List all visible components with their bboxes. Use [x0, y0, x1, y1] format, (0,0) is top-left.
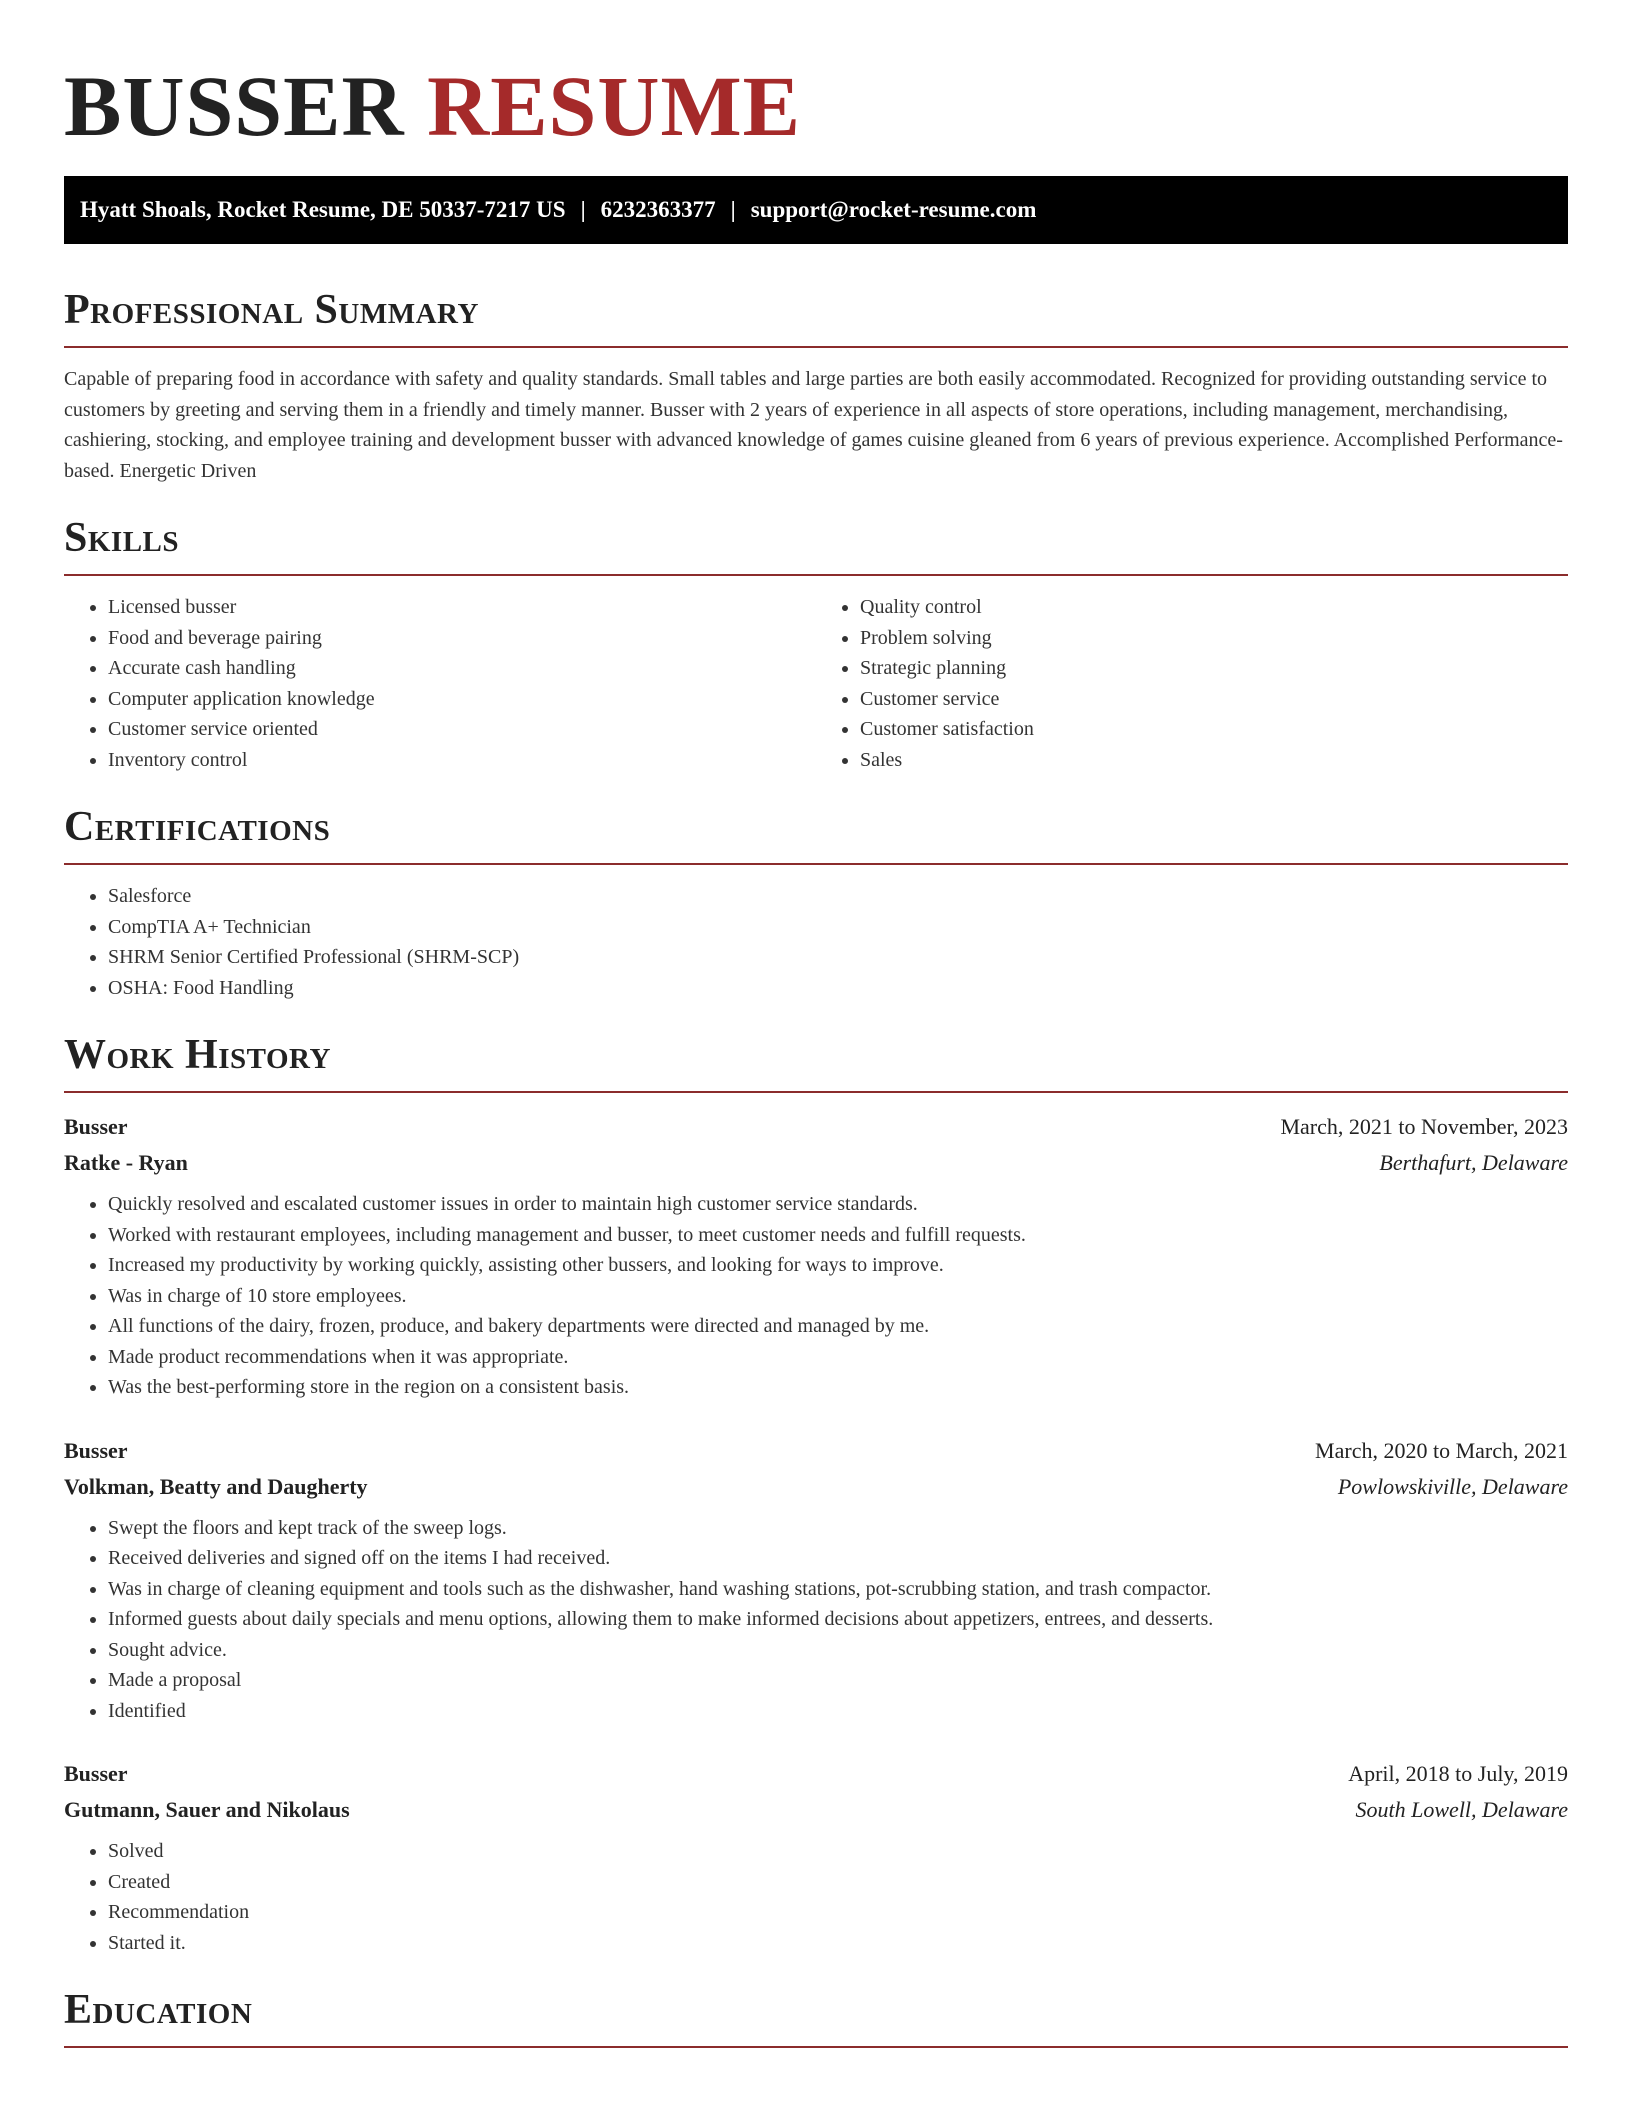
job-entry — [64, 1756, 1568, 1958]
section-divider — [64, 863, 1568, 865]
job-bullet: • Worked with restaurant employees, including management and busser, to meet customer needs and fulfill requests. — [108, 1220, 1568, 1251]
job-title: Busser — [64, 1437, 128, 1463]
job-bullets — [64, 1513, 1568, 1727]
job-entry — [64, 1109, 1568, 1403]
job-bullet: • Received deliveries and signed off on the items I had received. — [108, 1543, 1568, 1574]
job-bullet: • Was the best-performing store in the region on a consistent basis. — [108, 1372, 1568, 1403]
certifications-heading: Certifications — [64, 804, 331, 850]
contact-separator: | — [580, 197, 586, 222]
job-company-row — [64, 1792, 1568, 1828]
job-company-row — [64, 1145, 1568, 1181]
skill-item: • Customer satisfaction — [860, 714, 1568, 745]
certification-item: • CompTIA A+ Technician — [108, 912, 1568, 943]
skills-section — [64, 512, 1568, 775]
certification-item: • OSHA: Food Handling — [108, 973, 1568, 1004]
skills-heading: Skills — [64, 515, 180, 561]
work-history-heading: Work History — [64, 1032, 331, 1078]
section-divider — [64, 346, 1568, 348]
job-title: Busser — [64, 1761, 128, 1786]
title-accent: RESUME — [427, 58, 802, 154]
section-divider — [64, 574, 1568, 576]
job-title: Busser — [64, 1114, 128, 1139]
skill-item: • Customer service — [860, 684, 1568, 715]
certifications-list — [64, 881, 1568, 1003]
skill-item: • Food and beverage pairing — [108, 623, 816, 654]
job-bullet: • Quickly resolved and escalated customer issues in order to maintain high customer service standards. — [108, 1189, 1568, 1220]
skill-item: • Accurate cash handling — [108, 653, 816, 684]
section-divider — [64, 1091, 1568, 1093]
skill-item: • Customer service oriented — [108, 714, 816, 745]
title-main: BUSSER — [64, 58, 405, 154]
job-bullet: • Swept the floors and kept track of the sweep logs. — [108, 1513, 1568, 1544]
job-bullet: • Informed guests about daily specials and menu options, allowing them to make informed decisions about appetizers, entrees, and desserts. — [108, 1604, 1568, 1635]
job-header-row — [64, 1433, 1568, 1469]
contact-separator: | — [730, 197, 736, 222]
section-divider — [64, 2046, 1568, 2048]
skill-item: • Quality control — [860, 592, 1568, 623]
contact-email[interactable]: support@rocket-resume.com — [750, 197, 1037, 222]
job-location: Powlowskiville, Delaware — [1337, 1473, 1568, 1499]
job-location: South Lowell, Delaware — [1355, 1797, 1568, 1822]
job-bullet: • Created — [108, 1867, 1568, 1898]
skill-item: • Problem solving — [860, 623, 1568, 654]
contact-phone[interactable]: 6232363377 — [600, 197, 716, 222]
job-bullet: • Made a proposal — [108, 1665, 1568, 1696]
education-section — [64, 1984, 1568, 2048]
summary-section — [64, 284, 1568, 486]
skill-item: • Licensed busser — [108, 592, 816, 623]
contact-bar — [64, 176, 1568, 244]
summary-heading: Professional Summary — [64, 287, 479, 333]
education-heading: Education — [64, 1987, 253, 2033]
skill-item: • Strategic planning — [860, 653, 1568, 684]
job-bullet: • Started it. — [108, 1928, 1568, 1959]
job-dates: March, 2020 to March, 2021 — [1315, 1437, 1568, 1463]
job-dates: March, 2021 to November, 2023 — [1280, 1114, 1568, 1139]
job-company: Volkman, Beatty and Daugherty — [64, 1473, 368, 1499]
certification-item: • SHRM Senior Certified Professional (SHRM-SCP) — [108, 942, 1568, 973]
job-bullet: • Recommendation — [108, 1897, 1568, 1928]
skill-item: • Sales — [860, 745, 1568, 776]
skills-list-left — [64, 592, 816, 775]
job-location: Berthafurt, Delaware — [1379, 1150, 1568, 1175]
job-bullet: • Solved — [108, 1836, 1568, 1867]
job-bullets — [64, 1189, 1568, 1403]
job-bullet: • Made product recommendations when it was appropriate. — [108, 1342, 1568, 1373]
skills-columns — [64, 592, 1568, 775]
job-entry — [64, 1433, 1568, 1727]
job-company: Ratke - Ryan — [64, 1150, 188, 1175]
certifications-section — [64, 801, 1568, 1003]
skill-item: • Inventory control — [108, 745, 816, 776]
resume-title — [64, 0, 1568, 156]
job-bullets — [64, 1836, 1568, 1958]
job-company-row — [64, 1469, 1568, 1505]
job-bullet: • All functions of the dairy, frozen, produce, and bakery departments were directed and managed by me. — [108, 1311, 1568, 1342]
contact-address: Hyatt Shoals, Rocket Resume, DE 50337-7217 US — [80, 197, 566, 222]
job-bullet: • Sought advice. — [108, 1635, 1568, 1666]
summary-text: Capable of preparing food in accordance with safety and quality standards. Small tables and large parties are both easily accommodated. Recognized for providing outstanding service to customers by greeting and serving them in a friendly and timely manner. Busser with 2 years of experience in all aspects of store operations, including management, merchandising, cashiering, stocking, and employee training and development busser with advanced knowledge of games cuisine gleaned from 6 years of previous experience. Accomplished Performance-based. Energetic Driven — [64, 368, 1563, 482]
skills-list-right — [816, 592, 1568, 775]
work-history-section — [64, 1029, 1568, 1958]
job-header-row — [64, 1109, 1568, 1145]
skill-item: • Computer application knowledge — [108, 684, 816, 715]
job-bullet: • Was in charge of 10 store employees. — [108, 1281, 1568, 1312]
job-bullet: • Was in charge of cleaning equipment and tools such as the dishwasher, hand washing stations, pot-scrubbing station, and trash compactor. — [108, 1574, 1568, 1605]
certification-item: • Salesforce — [108, 881, 1568, 912]
job-dates: April, 2018 to July, 2019 — [1348, 1761, 1568, 1786]
job-bullet: • Identified — [108, 1696, 1568, 1727]
job-company: Gutmann, Sauer and Nikolaus — [64, 1797, 350, 1822]
job-header-row — [64, 1756, 1568, 1792]
job-bullet: • Increased my productivity by working quickly, assisting other bussers, and looking for ways to improve. — [108, 1250, 1568, 1281]
